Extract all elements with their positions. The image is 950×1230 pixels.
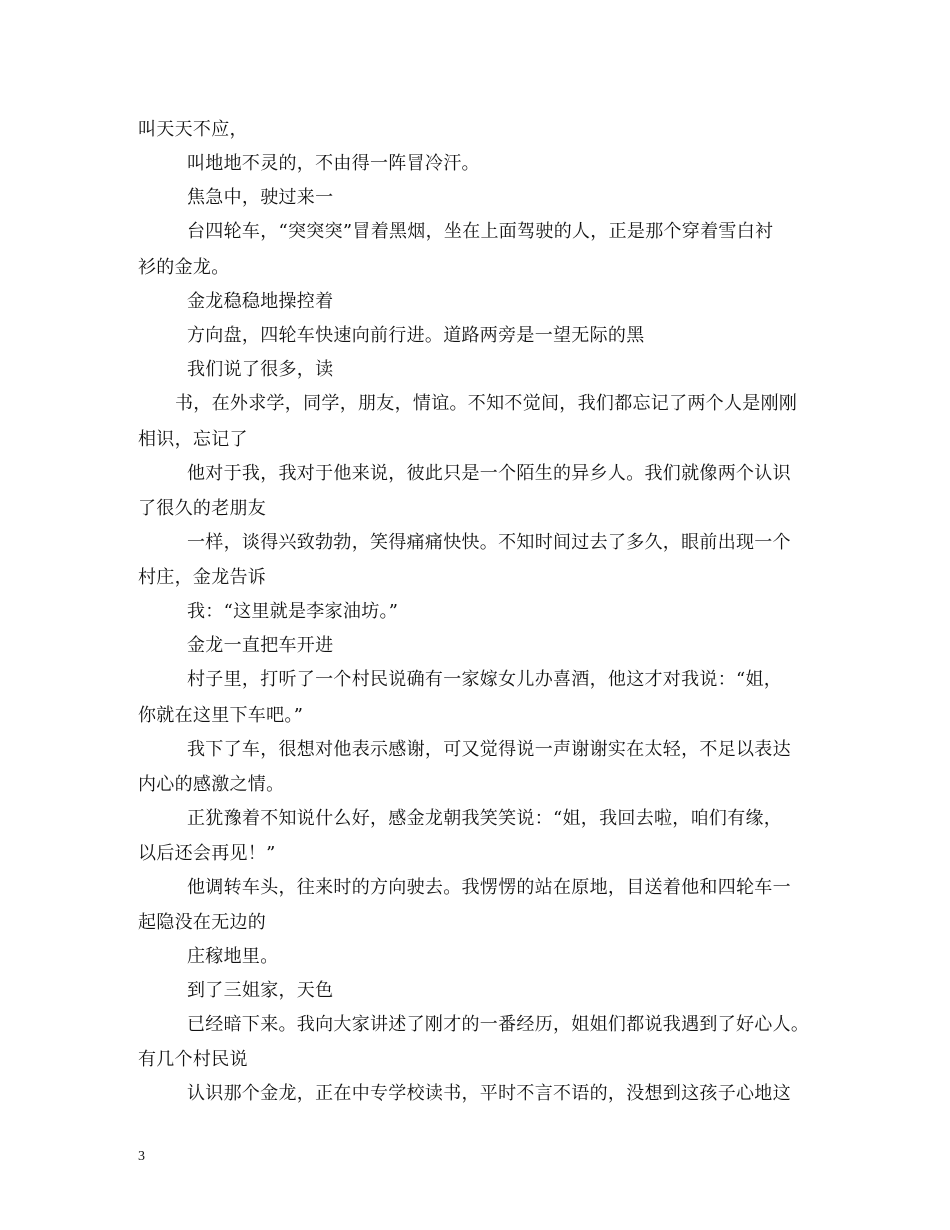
text-line: 金龙稳稳地操控着: [187, 291, 334, 312]
text-line: 我：“这里就是李家油坊。”: [187, 601, 399, 622]
text-line: 起隐没在无边的: [138, 912, 267, 933]
text-line: 我下了车，很想对他表示感谢，可又觉得说一声谢谢实在太轻，不足以表达: [187, 739, 791, 760]
text-line: 了很久的老朋友: [138, 498, 267, 519]
text-line: 相识，忘记了: [138, 429, 248, 450]
text-line: 村子里，打听了一个村民说确有一家嫁女儿办喜酒，他这才对我说：“姐，: [187, 669, 783, 690]
text-line: 衫的金龙。: [138, 257, 230, 278]
text-line: 到了三姐家，天色: [187, 980, 334, 1001]
text-line: 庄稼地里。: [187, 946, 279, 967]
text-line: 正犹豫着不知说什么好，感金龙朝我笑笑说：“姐，我回去啦，咱们有缘，: [187, 808, 783, 829]
text-line: 台四轮车，“突突突”冒着黑烟，坐在上面驾驶的人，正是那个穿着雪白衬: [187, 221, 774, 242]
text-line: 认识那个金龙，正在中专学校读书，平时不言不语的，没想到这孩子心地这: [187, 1083, 791, 1104]
text-line: 内心的感激之情。: [138, 774, 285, 795]
text-line: 叫地地不灵的，不由得一阵冒冷汗。: [187, 153, 480, 174]
text-line: 焦急中，驶过来一: [187, 187, 334, 208]
text-line: 我们说了很多，读: [187, 359, 334, 380]
text-line: 有几个村民说: [138, 1049, 248, 1070]
text-line: 方向盘，四轮车快速向前行进。道路两旁是一望无际的黑: [187, 325, 645, 346]
text-line: 他调转车头，往来时的方向驶去。我愣愣的站在原地，目送着他和四轮车一: [187, 877, 791, 898]
text-line: 金龙一直把车开进: [187, 635, 334, 656]
text-line: 已经暗下来。我向大家讲述了刚才的一番经历，姐姐们都说我遇到了好心人。: [187, 1014, 810, 1035]
text-line: 村庄，金龙告诉: [138, 567, 267, 588]
text-line: 书，在外求学，同学，朋友，情谊。不知不觉间，我们都忘记了两个人是刚刚: [175, 393, 798, 414]
text-line: 以后还会再见！”: [138, 843, 276, 864]
text-line: 叫天天不应，: [138, 119, 248, 140]
page-number: 3: [138, 1149, 145, 1164]
text-line: 你就在这里下车吧。”: [138, 705, 304, 726]
text-line: 一样，谈得兴致勃勃，笑得痛痛快快。不知时间过去了多久，眼前出现一个: [187, 532, 791, 553]
text-line: 他对于我，我对于他来说，彼此只是一个陌生的异乡人。我们就像两个认识: [187, 463, 791, 484]
